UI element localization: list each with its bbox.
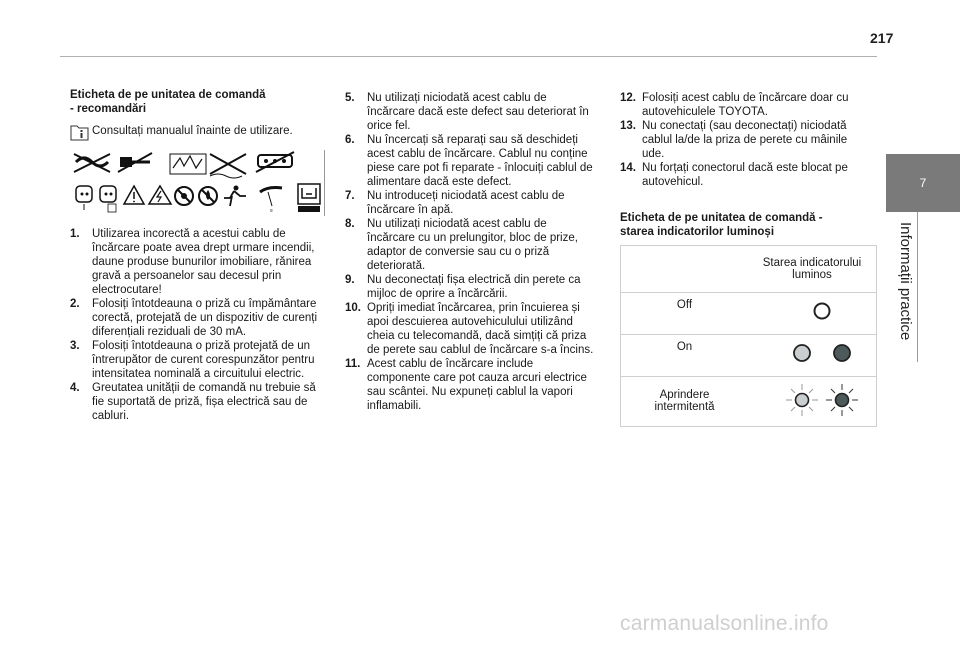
item-line: autovehiculele TOYOTA.: [642, 106, 768, 118]
item-number: 1.: [70, 228, 80, 240]
item-line: deteriorată.: [367, 260, 426, 272]
item-line: piese care pot fi reparate - înlocuiți cablul de: [367, 162, 593, 174]
list-item: [345, 217, 610, 273]
item-number: 5.: [345, 92, 355, 104]
recommendations-list-col3: [620, 91, 882, 189]
item-number: 2.: [70, 298, 80, 310]
item-number: 7.: [345, 190, 355, 202]
item-number: 11.: [345, 358, 361, 370]
item-line: ude.: [642, 148, 665, 160]
item-line: întrerupător de curent corespunzător pentru: [92, 354, 315, 366]
recommendations-list-col1: [70, 227, 340, 423]
svg-text:≡: ≡: [270, 208, 273, 214]
item-line: diferențiali reziduali de 30 mA.: [92, 326, 247, 338]
state-label-line: On: [676, 340, 693, 353]
chapter-title: [884, 222, 924, 352]
light-blink-icon: [762, 382, 862, 418]
header-line: Starea indicatorului: [762, 256, 862, 269]
list-item: [70, 339, 340, 381]
item-line: încărcare cu un prelungitor, bloc de prize,: [367, 232, 578, 244]
list-item: [70, 381, 340, 423]
list-item: [620, 91, 882, 119]
table-header-row: [621, 246, 876, 292]
item-number: 6.: [345, 134, 355, 146]
item-line: orice fel.: [367, 120, 411, 132]
state-label: [621, 376, 748, 426]
state-label: [621, 334, 748, 376]
item-line: Folosiți întotdeauna o priză protejată de un: [92, 340, 311, 352]
item-line: adaptor de conversie sau cu o priză: [367, 246, 550, 258]
state-label-line: intermitentă: [654, 401, 715, 414]
item-line: gravă a persoanelor sau decesul prin: [92, 270, 282, 282]
item-line: alimentare dacă este defect.: [367, 176, 512, 188]
item-line: Greutatea unității de comandă nu trebuie să: [92, 382, 316, 394]
table-row: [621, 334, 876, 376]
item-line: cablul la/de la priza de perete cu mâinile: [642, 134, 848, 146]
no-open-icon: [175, 187, 193, 205]
item-number: 9.: [345, 274, 355, 286]
item-line: autovehicul.: [642, 176, 704, 188]
no-adapter-icon: [118, 153, 152, 172]
state-lights: [748, 334, 876, 376]
item-line: Folosiți acest cablu de încărcare doar cu: [642, 92, 849, 104]
item-line: acest cablu de încărcare. Cablul nu conține: [367, 148, 588, 160]
hold-plug-icon: [298, 184, 320, 212]
item-line: Folosiți întotdeauna o priză cu împământare: [92, 298, 317, 310]
manual-note: [70, 124, 340, 142]
item-line: intensitatea nominală a circuitului electric.: [92, 368, 305, 380]
light-off-icon: [762, 297, 862, 327]
item-line: Nu utilizați niciodată acest cablu de: [367, 92, 547, 104]
no-extension-cord-icon: [74, 154, 110, 172]
list-item: [345, 189, 610, 217]
item-line: Nu deconectați fișa electrică din perete ca: [367, 274, 581, 286]
no-weight-on-cable-icon: [260, 188, 282, 215]
item-number: 4.: [70, 382, 80, 394]
list-item: [345, 273, 610, 301]
watermark: carmanualsonline.info: [620, 612, 829, 635]
chapter-title-text: Informații practice: [897, 222, 914, 341]
recommendations-list-col2: [345, 91, 610, 413]
list-item: [345, 133, 610, 189]
list-item: [345, 91, 610, 133]
item-number: 14.: [620, 162, 636, 174]
list-item: [70, 227, 340, 297]
state-lights: [748, 376, 876, 426]
table-header-empty: [621, 246, 748, 292]
item-line: inflamabili.: [367, 400, 422, 412]
item-line: încărcare în apă.: [367, 204, 454, 216]
state-label: [621, 292, 748, 334]
item-line: sau scântei. Nu expuneți cablul la vapori: [367, 386, 573, 398]
item-line: Utilizarea incorectă a acestui cablu de: [92, 228, 286, 240]
state-lights: [748, 292, 876, 334]
warning-icon-strip: [70, 150, 325, 216]
no-multi-plug-icon: [256, 152, 294, 172]
section1-heading: [70, 88, 330, 116]
item-line: încărcare poate avea drept urmare incendii,: [92, 242, 315, 254]
item-number: 8.: [345, 218, 355, 230]
section2-title-line2: starea indicatorilor luminoși: [620, 226, 775, 238]
section1-title-line1: Eticheta de pe unitatea de comandă: [70, 89, 266, 101]
no-damaged-cable-icon: [170, 154, 206, 174]
warning-triangle-icon: [124, 186, 144, 204]
no-immersion-icon: [210, 154, 246, 178]
item-line: de perete sau cablul de încărcare s-a încins.: [367, 344, 594, 356]
item-line: Nu forțați conectorul dacă este blocat pe: [642, 162, 848, 174]
item-line: Opriți imediat încărcarea, prin încuierea și: [367, 302, 580, 314]
light-on-icon: [762, 339, 862, 369]
item-number: 13.: [620, 120, 636, 132]
item-line: mijloc de oprire a încărcării.: [367, 288, 508, 300]
manual-book-icon: [70, 124, 90, 141]
state-label-line: Off: [676, 298, 693, 311]
item-number: 12.: [620, 92, 636, 104]
list-item: [620, 119, 882, 161]
item-line: Acest cablu de încărcare include: [367, 358, 534, 370]
item-number: 10.: [345, 302, 361, 314]
chapter-tab[interactable]: 7: [886, 154, 960, 212]
item-line: componente care pot cauza arcuri electrice: [367, 372, 587, 384]
manual-note-text: Consultați manualul înainte de utilizare.: [92, 125, 293, 137]
indicator-table: [620, 245, 877, 427]
table-row: [621, 292, 876, 334]
item-line: Nu utilizați niciodată acest cablu de: [367, 218, 547, 230]
table-row: [621, 376, 876, 426]
section1-title-line2: - recomandări: [70, 103, 147, 115]
item-line: cabluri.: [92, 410, 130, 422]
item-line: încărcare dacă este defect sau deteriorat în: [367, 106, 589, 118]
item-line: cheia cu telecomandă, dacă simțiți că priza: [367, 330, 587, 342]
grounded-socket-rcd-icon: [100, 186, 116, 212]
item-line: apoi descuierea autovehiculului utilizând: [367, 316, 573, 328]
table-header-cell: [748, 246, 876, 292]
list-item: [345, 301, 610, 357]
item-line: Nu introduceți niciodată acest cablu de: [367, 190, 565, 202]
state-label-line: Aprindere: [659, 389, 710, 402]
item-line: fie suportată de priză, fișa electrică sau de: [92, 396, 308, 408]
electric-hazard-icon: [149, 186, 171, 204]
item-line: corectă, protejată de un dispozitiv de curenți: [92, 312, 318, 324]
header-rule: [60, 56, 877, 57]
list-item: [345, 357, 610, 413]
list-item: [70, 297, 340, 339]
item-line: Nu conectați (sau deconectați) niciodată: [642, 120, 847, 132]
item-number: 3.: [70, 340, 80, 352]
item-line: daune produse bunurilor imobiliare, rănirea: [92, 256, 312, 268]
page-number: 217: [870, 30, 894, 46]
no-trip-icon: [224, 186, 246, 207]
section2-title-line1: Eticheta de pe unitatea de comandă -: [620, 212, 823, 224]
header-line: luminos: [792, 268, 832, 281]
section2-heading: [620, 211, 882, 239]
list-item: [620, 161, 882, 189]
item-line: Nu încercați să reparați sau să deschideți: [367, 134, 578, 146]
grounded-socket-icon: [76, 186, 92, 210]
no-wet-icon: [199, 187, 217, 205]
item-line: electrocutare!: [92, 284, 162, 296]
